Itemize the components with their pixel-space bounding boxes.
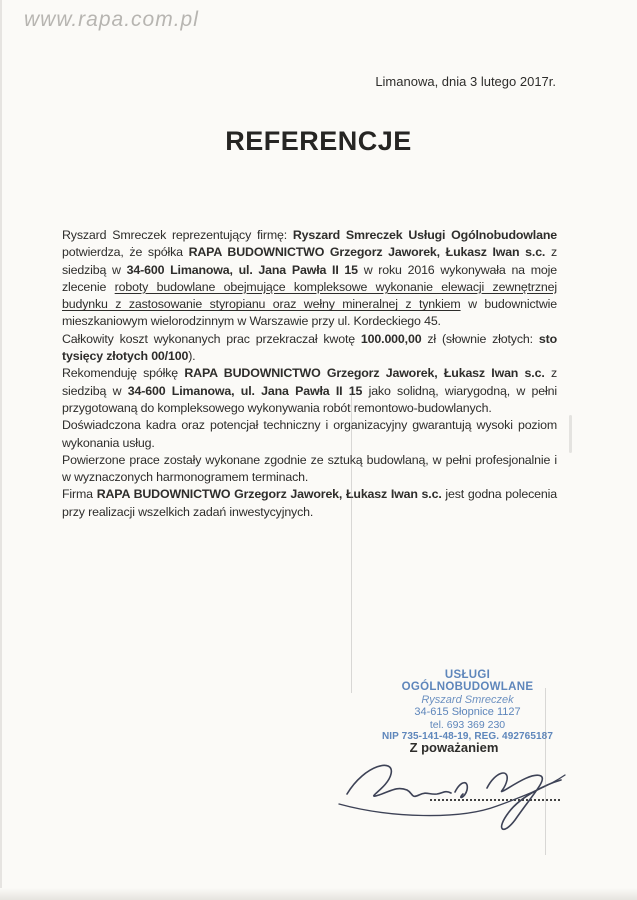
text-run-bold: RAPA BUDOWNICTWO Grzegorz Jaworek, Łukasz Iwan s.c. — [96, 487, 442, 502]
text-run: w budownictwie mieszkaniowym wielorodzinnym w Warszawie przy ul. Kordeckiego 45. — [62, 297, 557, 329]
text-run: Doświadczona kadra oraz potencjał techniczny i organizacyjny gwarantują wysoki poziom wykonania usług. — [62, 418, 557, 450]
text-run-bold: Ryszard Smreczek Usługi Ogólnobudowlane — [292, 228, 557, 242]
text-run-bold: 34-600 Limanowa, ul. Jana Pawła II 15 — [126, 262, 358, 277]
text-run: jako solidną, wiarygodną, w pełni przygotowaną do kompleksowego wykonywania robót remontowo-budowlanych. — [62, 383, 557, 415]
date-line: Limanowa, dnia 3 lutego 2017r. — [375, 74, 556, 89]
paragraph-cost — [62, 331, 557, 366]
scan-edge-shadow-bottom — [0, 888, 637, 900]
watermark-url: www.rapa.com.pl — [24, 8, 199, 31]
text-run: zł (słownie złotych: — [421, 331, 539, 346]
text-run: z siedzibą w — [62, 366, 557, 398]
text-run-bold: RAPA BUDOWNICTWO Grzegorz Jaworek, Łukasz Iwan s.c. — [188, 245, 546, 260]
text-run: jest godna polecenia przy realizacji wszelkich zadań inwestycyjnych. — [62, 487, 558, 519]
letter-body — [62, 227, 557, 521]
stamp-owner-name: Ryszard Smreczek — [421, 693, 514, 706]
text-run: potwierdza, że spółka — [62, 245, 189, 260]
text-run-bold: RAPA BUDOWNICTWO Grzegorz Jaworek, Łukasz Iwan s.c. — [184, 366, 545, 381]
text-run: z siedzibą w — [62, 245, 557, 277]
text-run: Firma — [62, 487, 97, 502]
text-run-bold: sto tysięcy złotych 00/100 — [62, 331, 557, 364]
scan-crease-line — [351, 393, 352, 693]
stamp-address: 34-615 Słopnice 1127 — [414, 706, 521, 719]
scan-crease-line — [545, 688, 546, 855]
stamp-company-name: USŁUGI OGÓLNOBUDOWLANE — [401, 669, 534, 694]
paragraph-staff — [62, 417, 557, 452]
text-run-bold: 34-600 Limanowa, ul. Jana Pawła II 15 — [127, 383, 363, 398]
scan-edge-shadow-left — [0, 0, 2, 900]
paragraph-introduction — [62, 227, 557, 331]
paragraph-conclusion — [62, 486, 557, 521]
text-run: w roku 2016 wykonywała na moje zlecenie — [62, 262, 557, 294]
scan-smudge-artifact — [569, 415, 572, 453]
text-run: Całkowity koszt wykonanych prac przekraczał kwotę — [62, 331, 361, 346]
text-run: ). — [188, 349, 196, 364]
paragraph-recommendation — [62, 365, 557, 417]
document-title: REFERENCJE — [225, 126, 412, 156]
text-run: Ryszard Smreczek reprezentujący firmę: — [62, 228, 293, 242]
sign-off: Z poważaniem — [409, 740, 499, 755]
stamp-nip-regon: NIP 735-141-48-19, REG. 492765187 — [381, 731, 553, 743]
paragraph-quality — [62, 452, 557, 487]
text-run: Powierzone prace zostały wykonane zgodnie ze sztuką budowlaną, w pełni profesjonalnie i w wyznaczonych harmonogramem terminach. — [62, 452, 557, 485]
company-stamp — [380, 669, 555, 743]
text-run: Rekomenduję spółkę — [62, 366, 185, 381]
stamp-phone: tel. 693 369 230 — [429, 718, 506, 731]
text-run-bold: 100.000,00 — [360, 331, 422, 346]
handwritten-signature — [335, 750, 575, 840]
text-run-underline: roboty budowlane obejmujące kompleksowe wykonanie elewacji zewnętrznej budynku z zastosowanie styropianu oraz wełny mineralnej z tynkiem — [62, 279, 558, 312]
